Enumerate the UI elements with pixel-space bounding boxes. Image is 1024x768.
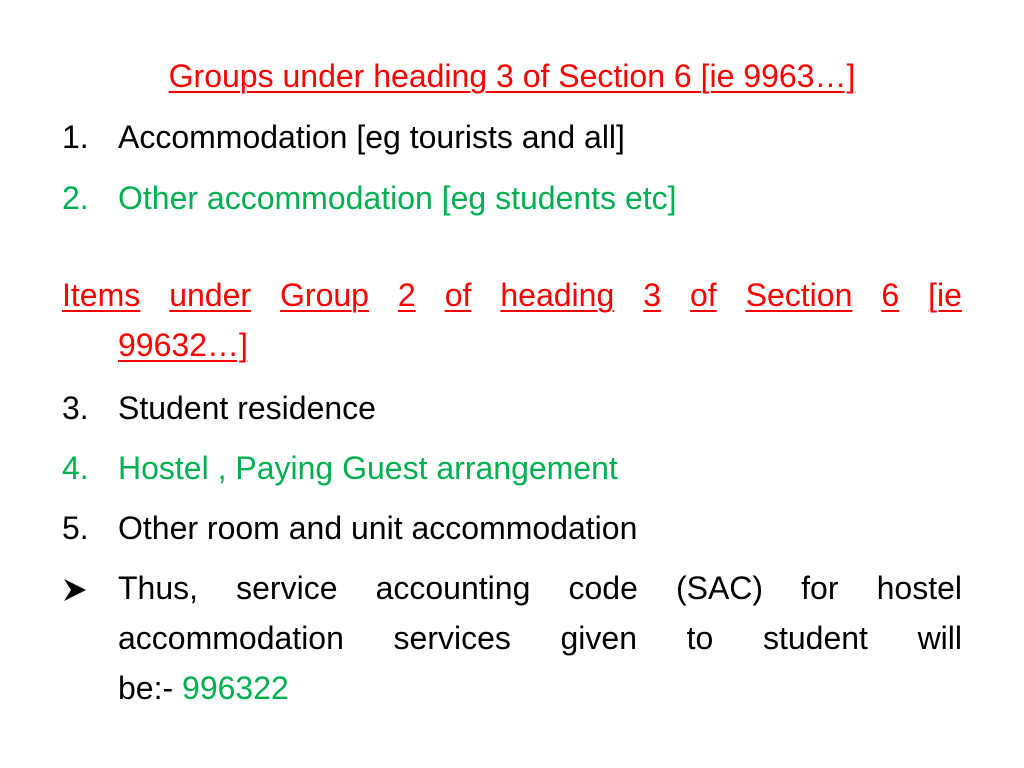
conclusion-line-3: be:- 996322 xyxy=(118,670,289,706)
list-text: Student residence xyxy=(118,390,376,426)
sac-code: 996322 xyxy=(182,670,289,706)
list-item xyxy=(62,173,962,223)
list-number: 5. xyxy=(62,510,89,546)
conclusion-text xyxy=(118,563,962,713)
list-item xyxy=(62,112,962,162)
list-number: 4. xyxy=(62,450,89,486)
list-text: Hostel , Paying Guest arrangement xyxy=(118,450,618,486)
list-text: Accommodation [eg tourists and all] xyxy=(118,119,625,155)
list-number: 2. xyxy=(62,180,89,216)
list-text: Other accommodation [eg students etc] xyxy=(118,180,677,216)
conclusion xyxy=(62,563,962,713)
section-heading-groups: Groups under heading 3 of Section 6 [ie 9963…] xyxy=(168,58,856,94)
conclusion-line-1: Thus, service accounting code (SAC) for hostel xyxy=(118,570,962,606)
list-item xyxy=(62,503,962,553)
list-item xyxy=(62,383,962,433)
heading-line-1: Items under Group 2 of heading 3 of Section 6 [ie xyxy=(62,277,962,313)
list-item xyxy=(62,443,962,493)
arrow-bullet-icon xyxy=(62,563,118,713)
section-heading-items xyxy=(62,270,962,370)
heading-line-2: 99632…] xyxy=(118,327,248,363)
list-number: 1. xyxy=(62,119,89,155)
conclusion-line-2: accommodation services given to student will xyxy=(118,620,962,656)
list-number: 3. xyxy=(62,390,89,426)
list-text: Other room and unit accommodation xyxy=(118,510,638,546)
